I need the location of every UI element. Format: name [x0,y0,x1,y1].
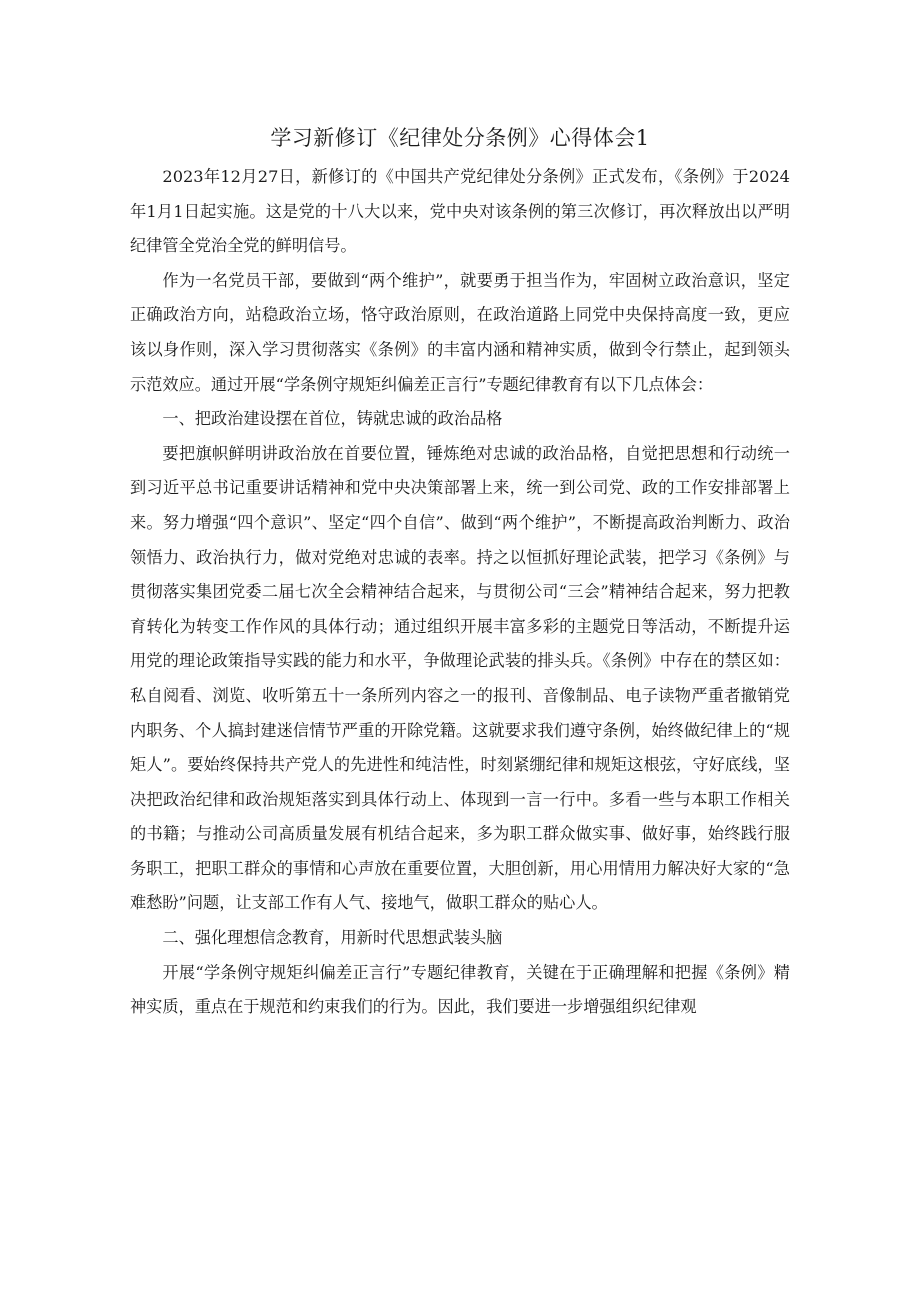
section-heading-2: 二、强化理想信念教育，用新时代思想武装头脑 [162,928,503,948]
paragraph-intro: 2023年12月27日，新修订的《中国共产党纪律处分条例》正式发布，《条例》于2024年1月1日起实施。这是党的十八大以来，党中央对该条例的第三次修订，再次释放出以严明纪律管全党治全党的鲜明信号。 [130,167,790,256]
paragraph-role: 作为一名党员干部，要做到“两个维护”，就要勇于担当作为，牢固树立政治意识，坚定正确政治方向，站稳政治立场，恪守政治原则，在政治道路上同党中央保持高度一致，更应该以身作则，深入学习贯彻落实《条例》的丰富内涵和精神实质，做到令行禁止，起到领头示范效应。通过开展“学条例守规矩纠偏差正言行”专题纪律教育有以下几点体会： [130,270,790,394]
section-heading-1: 一、把政治建设摆在首位，铸就忠诚的政治品格 [162,409,503,429]
paragraph-section-1: 要把旗帜鲜明讲政治放在首要位置，锤炼绝对忠诚的政治品格，自觉把思想和行动统一到习近平总书记重要讲话精神和党中央决策部署上来，统一到公司党、政的工作安排部署上来。努力增强“四个意识”、坚定“四个自信”、做到“两个维护”，不断提高政治判断力、政治领悟力、政治执行力，做对党绝对忠诚的表率。持之以恒抓好理论武装，把学习《条例》与贯彻落实集团党委二届七次全会精神结合起来，与贯彻公司“三会”精神结合起来，努力把教育转化为转变工作作风的具体行动；通过组织开展丰富多彩的主题党日等活动，不断提升运用党的理论政策指导实践的能力和水平，争做理论武装的排头兵。《条例》中存在的禁区如：私自阅看、浏览、收听第五十一条所列内容之一的报刊、音像制品、电子读物严重者撤销党内职务、个人搞封建迷信情节严重的开除党籍。这就要求我们遵守条例，始终做纪律上的“规矩人”。要始终保持共产党人的先进性和纯洁性，时刻紧绷纪律和规矩这根弦，守好底线，坚决把政治纪律和政治规矩落实到具体行动上、体现到一言一行中。多看一些与本职工作相关的书籍；与推动公司高质量发展有机结合起来，多为职工群众做实事、做好事，始终践行服务职工，把职工群众的事情和心声放在重要位置，大胆创新，用心用情用力解决好大家的“急难愁盼”问题，让支部工作有人气、接地气，做职工群众的贴心人。 [130,443,790,913]
document-body [130,118,790,1025]
document-title: 学习新修订《纪律处分条例》心得体会1 [270,126,650,150]
paragraph-section-2: 开展“学条例守规矩纠偏差正言行”专题纪律教育，关键在于正确理解和把握《条例》精神实质，重点在于规范和约束我们的行为。因此，我们要进一步增强组织纪律观 [130,962,790,1017]
